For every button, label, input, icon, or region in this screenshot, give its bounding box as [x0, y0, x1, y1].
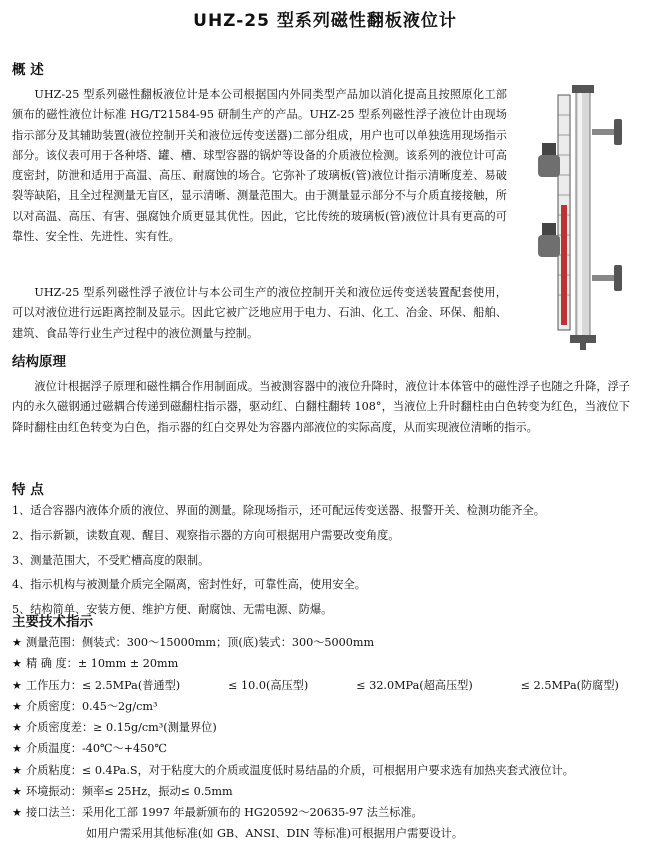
specs-note: 如用户需采用其他标准(如 GB、ANSI、DIN 等标准)可根据用户需要设计。: [86, 827, 464, 840]
spec-text: 介质温度：-40℃～+450℃: [26, 742, 167, 756]
feature-item: 5、结构简单、安装方便、维护方便、耐腐蚀、无需电源、防爆。: [12, 603, 333, 617]
star-icon: ★: [12, 721, 22, 735]
spec-item: [12, 738, 619, 759]
spec-text: 介质密度：0.45～2g/cm³: [26, 699, 158, 713]
star-icon: ★: [12, 785, 22, 799]
pressure-label: 工作压力：: [26, 678, 82, 692]
specs-list: [12, 632, 619, 824]
spec-item: [12, 675, 619, 696]
spec-text: 介质密度差：≥ 0.15g/cm³(测量界位): [26, 721, 217, 735]
star-icon: ★: [12, 678, 22, 692]
pressure-high: ≤ 10.0(高压型): [228, 678, 309, 692]
spec-item: [12, 696, 619, 717]
spec-text: 介质粘度：≤ 0.4Pa.S，对于粘度大的介质或温度低时易结晶的介质，可根据用户要求选有加热夹套式液位计。: [26, 763, 574, 777]
specs-heading: 主要技术指示: [12, 614, 93, 630]
spec-text: 精 确 度：± 10mm ± 20mm: [26, 657, 179, 671]
spec-item: [12, 802, 619, 823]
feature-item: 1、适合容器内液体介质的液位、界面的测量。除现场指示，还可配远传变送器、报警开关、检测功能齐全。: [12, 504, 545, 517]
features-list: [12, 499, 545, 623]
star-icon: ★: [12, 699, 22, 713]
pressure-ultra-high: ≤ 32.0MPa(超高压型): [356, 678, 473, 692]
overview-heading: 概 述: [12, 62, 44, 78]
feature-item: 4、指示机构与被测量介质完全隔离，密封性好，可靠性高，使用安全。: [12, 578, 366, 592]
overview-paragraph-2: UHZ-25 型系列磁性浮子液位计与本公司生产的液位控制开关和液位远传变送装置配套使用，可以对液位进行远距离控制及显示。因此它被广泛地应用于电力、石油、化工、冶金、环保、船舶、建筑、食品等行业生产过程中的液位测量与控制。: [12, 286, 507, 340]
star-icon: ★: [12, 806, 22, 820]
features-heading: 特 点: [12, 482, 44, 498]
structure-paragraph: 液位计根据浮子原理和磁性耦合作用制面成。当被测容器中的液位升降时，液位计本体管中的磁性浮子也随之升降，浮子内的永久磁钢通过磁耦合传递到磁翻柱指示器，驱动红、白翻柱翻转 108°，当液位上升时翻柱由白色转变为红色，当液位下降时翻柱由红色转变为白色，指示器的红白交界处为容器内部液位的实际高度，从而实现液位清晰的指示。: [12, 380, 630, 434]
spec-item: [12, 717, 619, 738]
spec-item: [12, 653, 619, 674]
star-icon: ★: [12, 636, 22, 649]
pressure-anticorrosion: ≤ 2.5MPa(防腐型): [520, 678, 619, 692]
feature-item: 3、测量范围大，不受贮槽高度的限制。: [12, 553, 210, 567]
spec-text: 环境振动：频率≤ 25Hz，振动≤ 0.5mm: [26, 785, 233, 799]
pressure-normal: ≤ 2.5MPa(普通型): [81, 678, 181, 692]
star-icon: ★: [12, 742, 22, 756]
spec-item: [12, 760, 619, 781]
spec-item: [12, 632, 619, 653]
overview-paragraph-1: UHZ-25 型系列磁性翻板液位计是本公司根据国内外同类型产品加以消化提高且按照原化工部颁布的磁性液位计标准 HG/T21584-95 研制生产的产品。UHZ-25 型系列磁性浮子液位计由现场指示部分及其辅助装置(液位控制开关和液位远传变送器)二部分组成，用户也可以单独选用现场指示部分。该仪表可用于各种塔、罐、槽、球型容器的锅炉等设备的介质液位检测。该系列的液位计可高度密封，防泄和适用于高温、高压、耐腐蚀的场合。它弥补了玻璃板(管)液位计指示清晰度差、易破裂等缺陷，且全过程测量无盲区，显示清晰、测量范围大。由于测量显示部分不与介质直接接触，所以对高温、高压、有害、强腐蚀介质更显其优性。因此，它比传统的玻璃板(管)液位计具有更高的可靠性、安全性、先进性、实有性。: [12, 88, 507, 244]
spec-item: [12, 781, 619, 802]
spec-text: 测量范围：侧装式：300～15000mm；顶(底)装式：300～5000mm: [26, 636, 375, 649]
structure-heading: 结构原理: [12, 354, 66, 370]
page-title: UHZ-25 型系列磁性翻板液位计: [193, 11, 457, 31]
spec-text: 接口法兰：采用化工部 1997 年最新颁布的 HG20592～20635-97 法兰标准。: [26, 806, 423, 820]
star-icon: ★: [12, 763, 22, 777]
feature-item: 2、指示新颖，读数直观、醒目、观察指示器的方向可根据用户需要改变角度。: [12, 528, 400, 542]
star-icon: ★: [12, 657, 22, 671]
level-gauge-photo: [518, 85, 630, 350]
